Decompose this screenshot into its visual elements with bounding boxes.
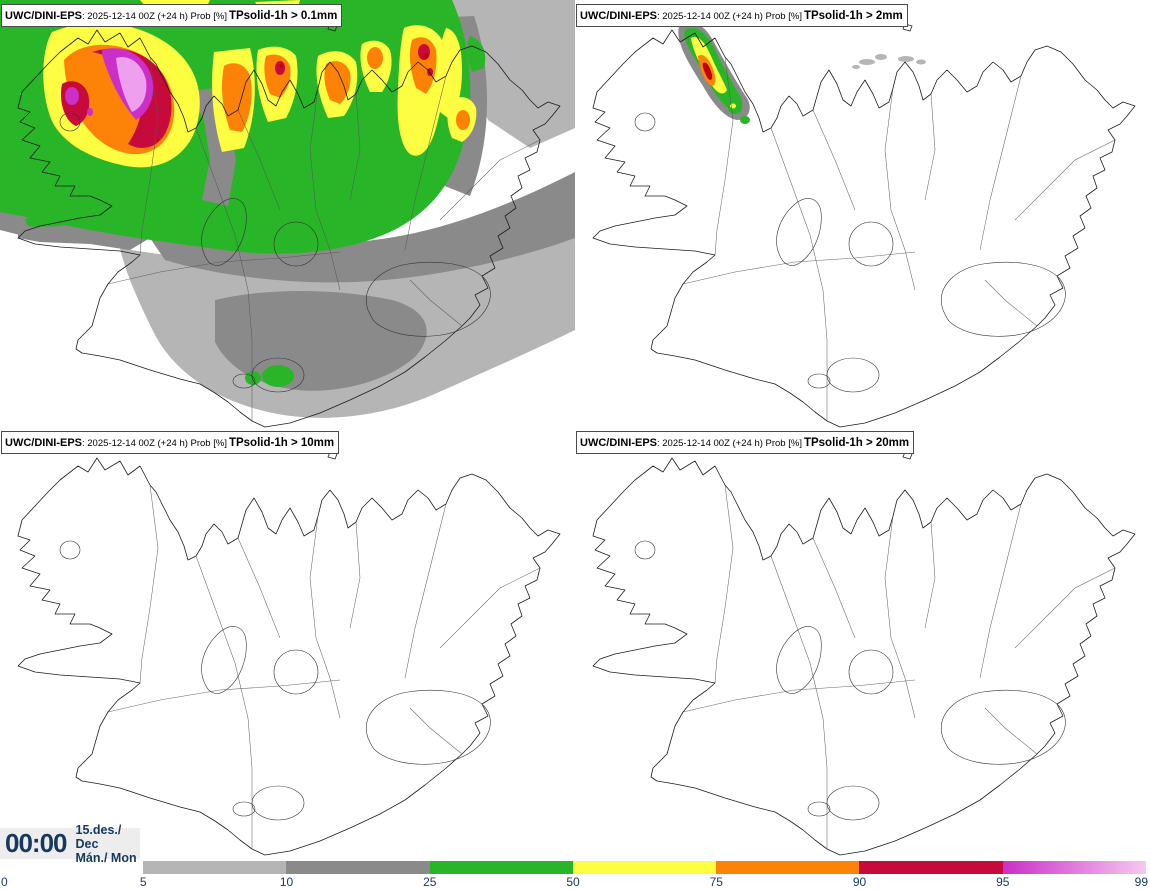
map-panel-tpsolid-2mm: [575, 0, 1150, 428]
model-name: UWC/DINI-EPS: [580, 10, 657, 22]
panel-title-20mm: [576, 431, 914, 454]
legend-tick-50: 50: [566, 875, 580, 889]
legend-segment-75-90: [716, 861, 859, 874]
map-canvas-2mm: [575, 0, 1150, 428]
panel-title-0p1mm: [1, 4, 342, 27]
valid-time: 00:00: [5, 828, 67, 858]
threshold-label: TPsolid-1h > 0.1mm: [228, 10, 338, 22]
model-name: UWC/DINI-EPS: [5, 437, 82, 449]
panel-title-10mm: [1, 431, 339, 454]
legend-tick-labels: [0, 875, 1149, 891]
probability-overlay-2mm: [678, 16, 926, 124]
legend-tick-75: 75: [709, 875, 723, 889]
run-meta: : 2025-12-14 00Z (+24 h) Prob [%]: [657, 11, 802, 22]
model-name: UWC/DINI-EPS: [580, 437, 657, 449]
legend-tick-10: 10: [279, 875, 294, 889]
legend-segment-90-95: [859, 861, 1002, 874]
run-meta: : 2025-12-14 00Z (+24 h) Prob [%]: [82, 438, 227, 449]
probability-overlay-0p1mm: [0, 0, 575, 418]
legend-segment-5-10: [143, 861, 286, 874]
legend-tick-95: 95: [996, 875, 1010, 889]
legend-tick-25: 25: [423, 875, 437, 889]
legend-tick-5: 5: [139, 875, 147, 889]
run-meta: : 2025-12-14 00Z (+24 h) Prob [%]: [657, 438, 802, 449]
run-meta: : 2025-12-14 00Z (+24 h) Prob [%]: [82, 11, 227, 22]
threshold-label: TPsolid-1h > 20mm: [803, 437, 910, 449]
threshold-label: TPsolid-1h > 10mm: [228, 437, 335, 449]
map-canvas-20mm: [575, 428, 1150, 868]
legend-tick-99: 99: [1134, 875, 1149, 889]
valid-date: [76, 823, 141, 865]
map-panel-tpsolid-20mm: [575, 428, 1150, 891]
legend-segment-10-25: [286, 861, 429, 874]
legend-bar: [143, 861, 1146, 874]
legend-segment-25-50: [430, 861, 573, 874]
legend-segment-95-99: [1003, 861, 1146, 874]
map-canvas-0p1mm: [0, 0, 575, 428]
legend-segment-50-75: [573, 861, 716, 874]
legend-tick-90: 90: [852, 875, 867, 889]
map-panel-tpsolid-0p1mm: [0, 0, 575, 428]
valid-date-line2: Mán./ Mon: [75, 850, 137, 865]
model-name: UWC/DINI-EPS: [5, 10, 82, 22]
panel-title-2mm: [576, 4, 908, 27]
valid-time-box: [0, 822, 140, 865]
threshold-label: TPsolid-1h > 2mm: [803, 10, 903, 22]
legend-tick-0: 0: [1, 875, 8, 889]
map-canvas-10mm: [0, 428, 575, 868]
valid-date-line1: 15.des./ Dec: [75, 822, 122, 851]
